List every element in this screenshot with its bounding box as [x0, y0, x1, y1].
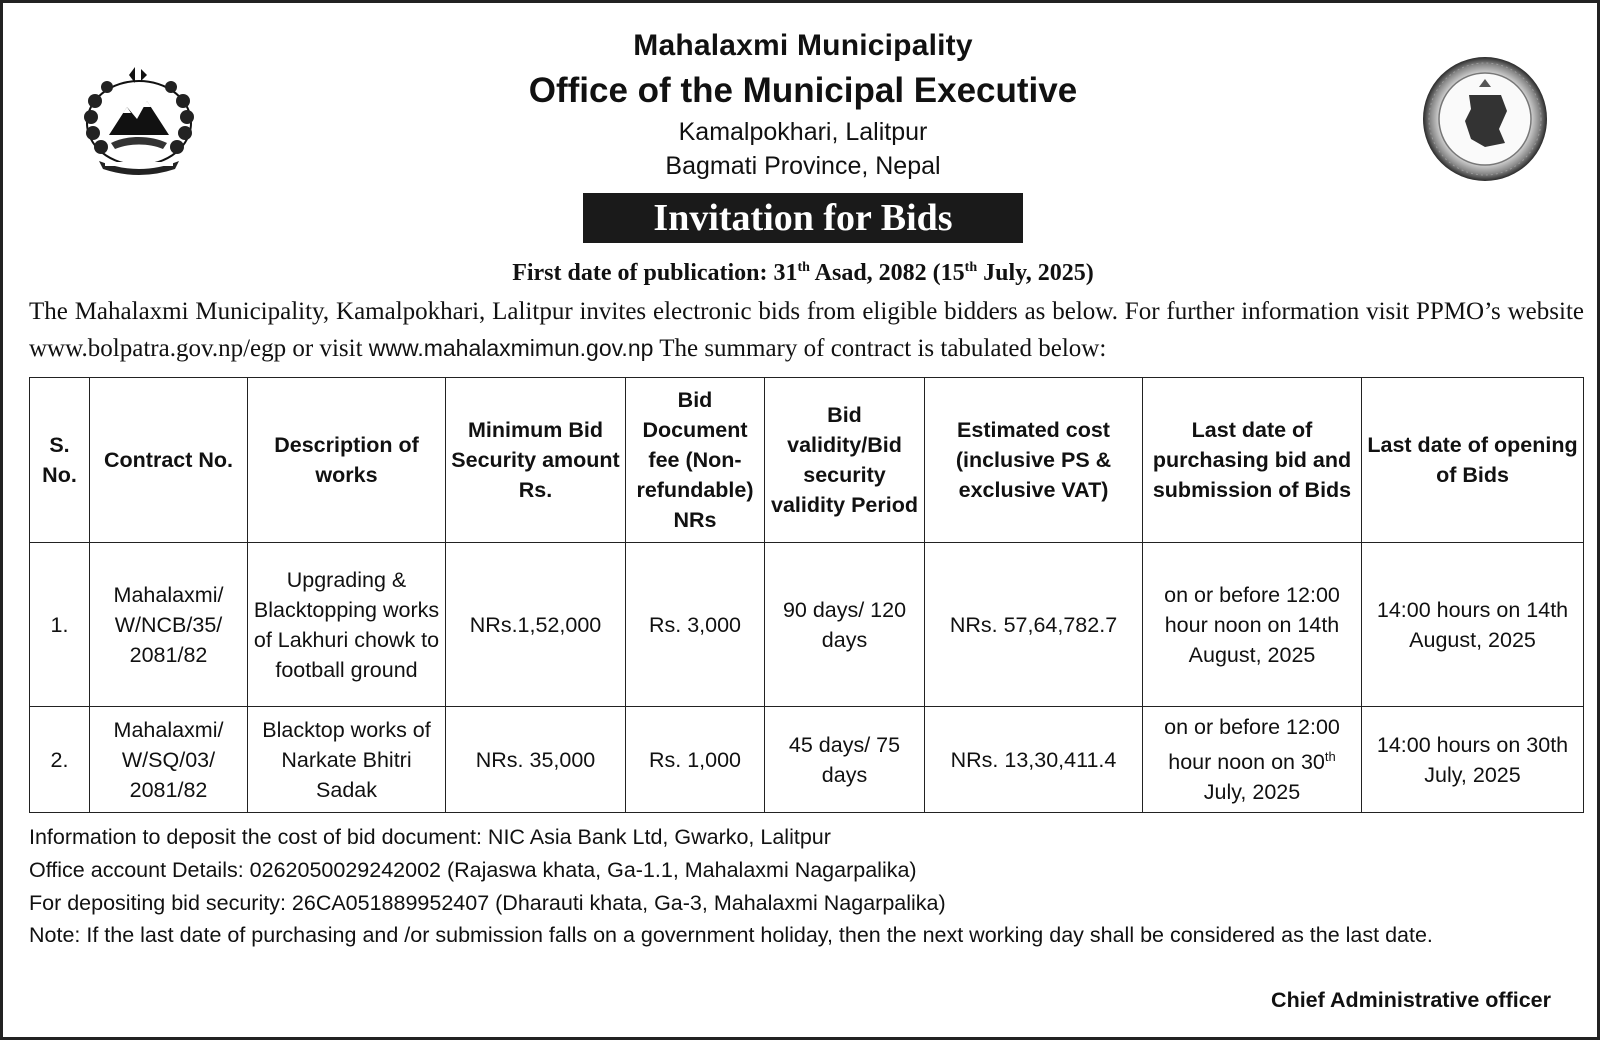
deposit-info: Information to deposit the cost of bid document: NIC Asia Bank Ltd, Gwarko, Lalitpur [29, 825, 831, 849]
letterhead [303, 25, 1303, 183]
description-cell: Blacktop works of Narkate Bhitri Sadak [248, 707, 446, 813]
submission-deadline-text: on or before 12:00 hour noon on 30 [1164, 714, 1340, 775]
validity-cell: 90 days/ 120 days [765, 543, 925, 707]
table-header-row [30, 378, 1584, 543]
column-header: Minimum Bid Security amount Rs. [446, 378, 626, 543]
column-header: S. No. [30, 378, 90, 543]
publication-date-label: First date of publication: 31 [512, 260, 798, 286]
signatory-title: Chief Administrative officer [1271, 988, 1551, 1012]
footer-info [29, 821, 1584, 951]
document-fee-cell: Rs. 1,000 [626, 707, 765, 813]
account-details: Office account Details: 0262050029242002 (Rajaswa khata, Ga-1.1, Mahalaxmi Nagarpalika) [29, 858, 917, 882]
table-row [30, 707, 1584, 813]
publication-date-end: July, 2025) [977, 260, 1094, 286]
publication-date-sup: th [964, 260, 978, 275]
estimated-cost-cell: NRs. 13,30,411.4 [925, 707, 1143, 813]
submission-deadline-cell: on or before 12:00 hour noon on 14th August, 2025 [1143, 543, 1362, 707]
holiday-note: Note: If the last date of purchasing and /or submission falls on a government holiday, then the next working day shall be considered as the last date. [29, 923, 1433, 947]
contract-number-cell: Mahalaxmi/ W/SQ/03/ 2081/82 [90, 707, 248, 813]
intro-text: The Mahalaxmi Municipality, Kamalpokhari, Lalitpur invites electronic bids from eligible bidders as below. For further information visit PPMO’s website www.bolpatra.gov.np/egp or visit [29, 298, 1584, 362]
submission-deadline-text-end: July, 2025 [1203, 780, 1301, 805]
column-header: Description of works [248, 378, 446, 543]
contract-number-cell: Mahalaxmi/ W/NCB/35/ 2081/82 [90, 543, 248, 707]
column-header: Contract No. [90, 378, 248, 543]
opening-date-cell: 14:00 hours on 14th August, 2025 [1362, 543, 1584, 707]
organization-name: Mahalaxmi Municipality [633, 29, 973, 62]
intro-paragraph [29, 293, 1584, 367]
validity-cell: 45 days/ 75 days [765, 707, 925, 813]
publication-date-middle: Asad, 2082 (15 [809, 260, 965, 286]
column-header: Last date of purchasing bid and submission of Bids [1143, 378, 1362, 543]
bid-security-cell: NRs.1,52,000 [446, 543, 626, 707]
document-fee-cell: Rs. 3,000 [626, 543, 765, 707]
website-link[interactable]: www.mahalaxmimun.gov.np [368, 335, 654, 361]
nepal-government-emblem-icon [71, 61, 207, 181]
column-header: Bid Document fee (Non-refundable) NRs [626, 378, 765, 543]
mahalaxmi-municipality-seal-icon [1421, 55, 1549, 183]
bid-security-cell: NRs. 35,000 [446, 707, 626, 813]
address-line-1: Kamalpokhari, Lalitpur [678, 118, 928, 146]
serial-number-cell: 1. [30, 543, 90, 707]
table-row [30, 543, 1584, 707]
opening-date-cell: 14:00 hours on 30th July, 2025 [1362, 707, 1584, 813]
publication-date-sup: th [797, 260, 810, 275]
column-header: Last date of opening of Bids [1362, 378, 1584, 543]
publication-date [3, 251, 1600, 290]
office-name: Office of the Municipal Executive [528, 71, 1078, 110]
intro-text-end: The summary of contract is tabulated below: [653, 335, 1107, 362]
bid-summary-table [29, 377, 1584, 813]
serial-number-cell: 2. [30, 707, 90, 813]
column-header: Bid validity/Bid security validity Period [765, 378, 925, 543]
bid-security-account: For depositing bid security: 26CA051889952407 (Dharauti khata, Ga-3, Mahalaxmi Nagarpalika) [29, 891, 946, 915]
description-cell: Upgrading & Blacktopping works of Lakhuri chowk to football ground [248, 543, 446, 707]
estimated-cost-cell: NRs. 57,64,782.7 [925, 543, 1143, 707]
submission-deadline-cell [1143, 707, 1362, 813]
ordinal-suffix: th [1324, 748, 1336, 764]
notice-title: Invitation for Bids [583, 193, 1023, 243]
address-line-2: Bagmati Province, Nepal [665, 152, 941, 180]
column-header: Estimated cost (inclusive PS & exclusive VAT) [925, 378, 1143, 543]
